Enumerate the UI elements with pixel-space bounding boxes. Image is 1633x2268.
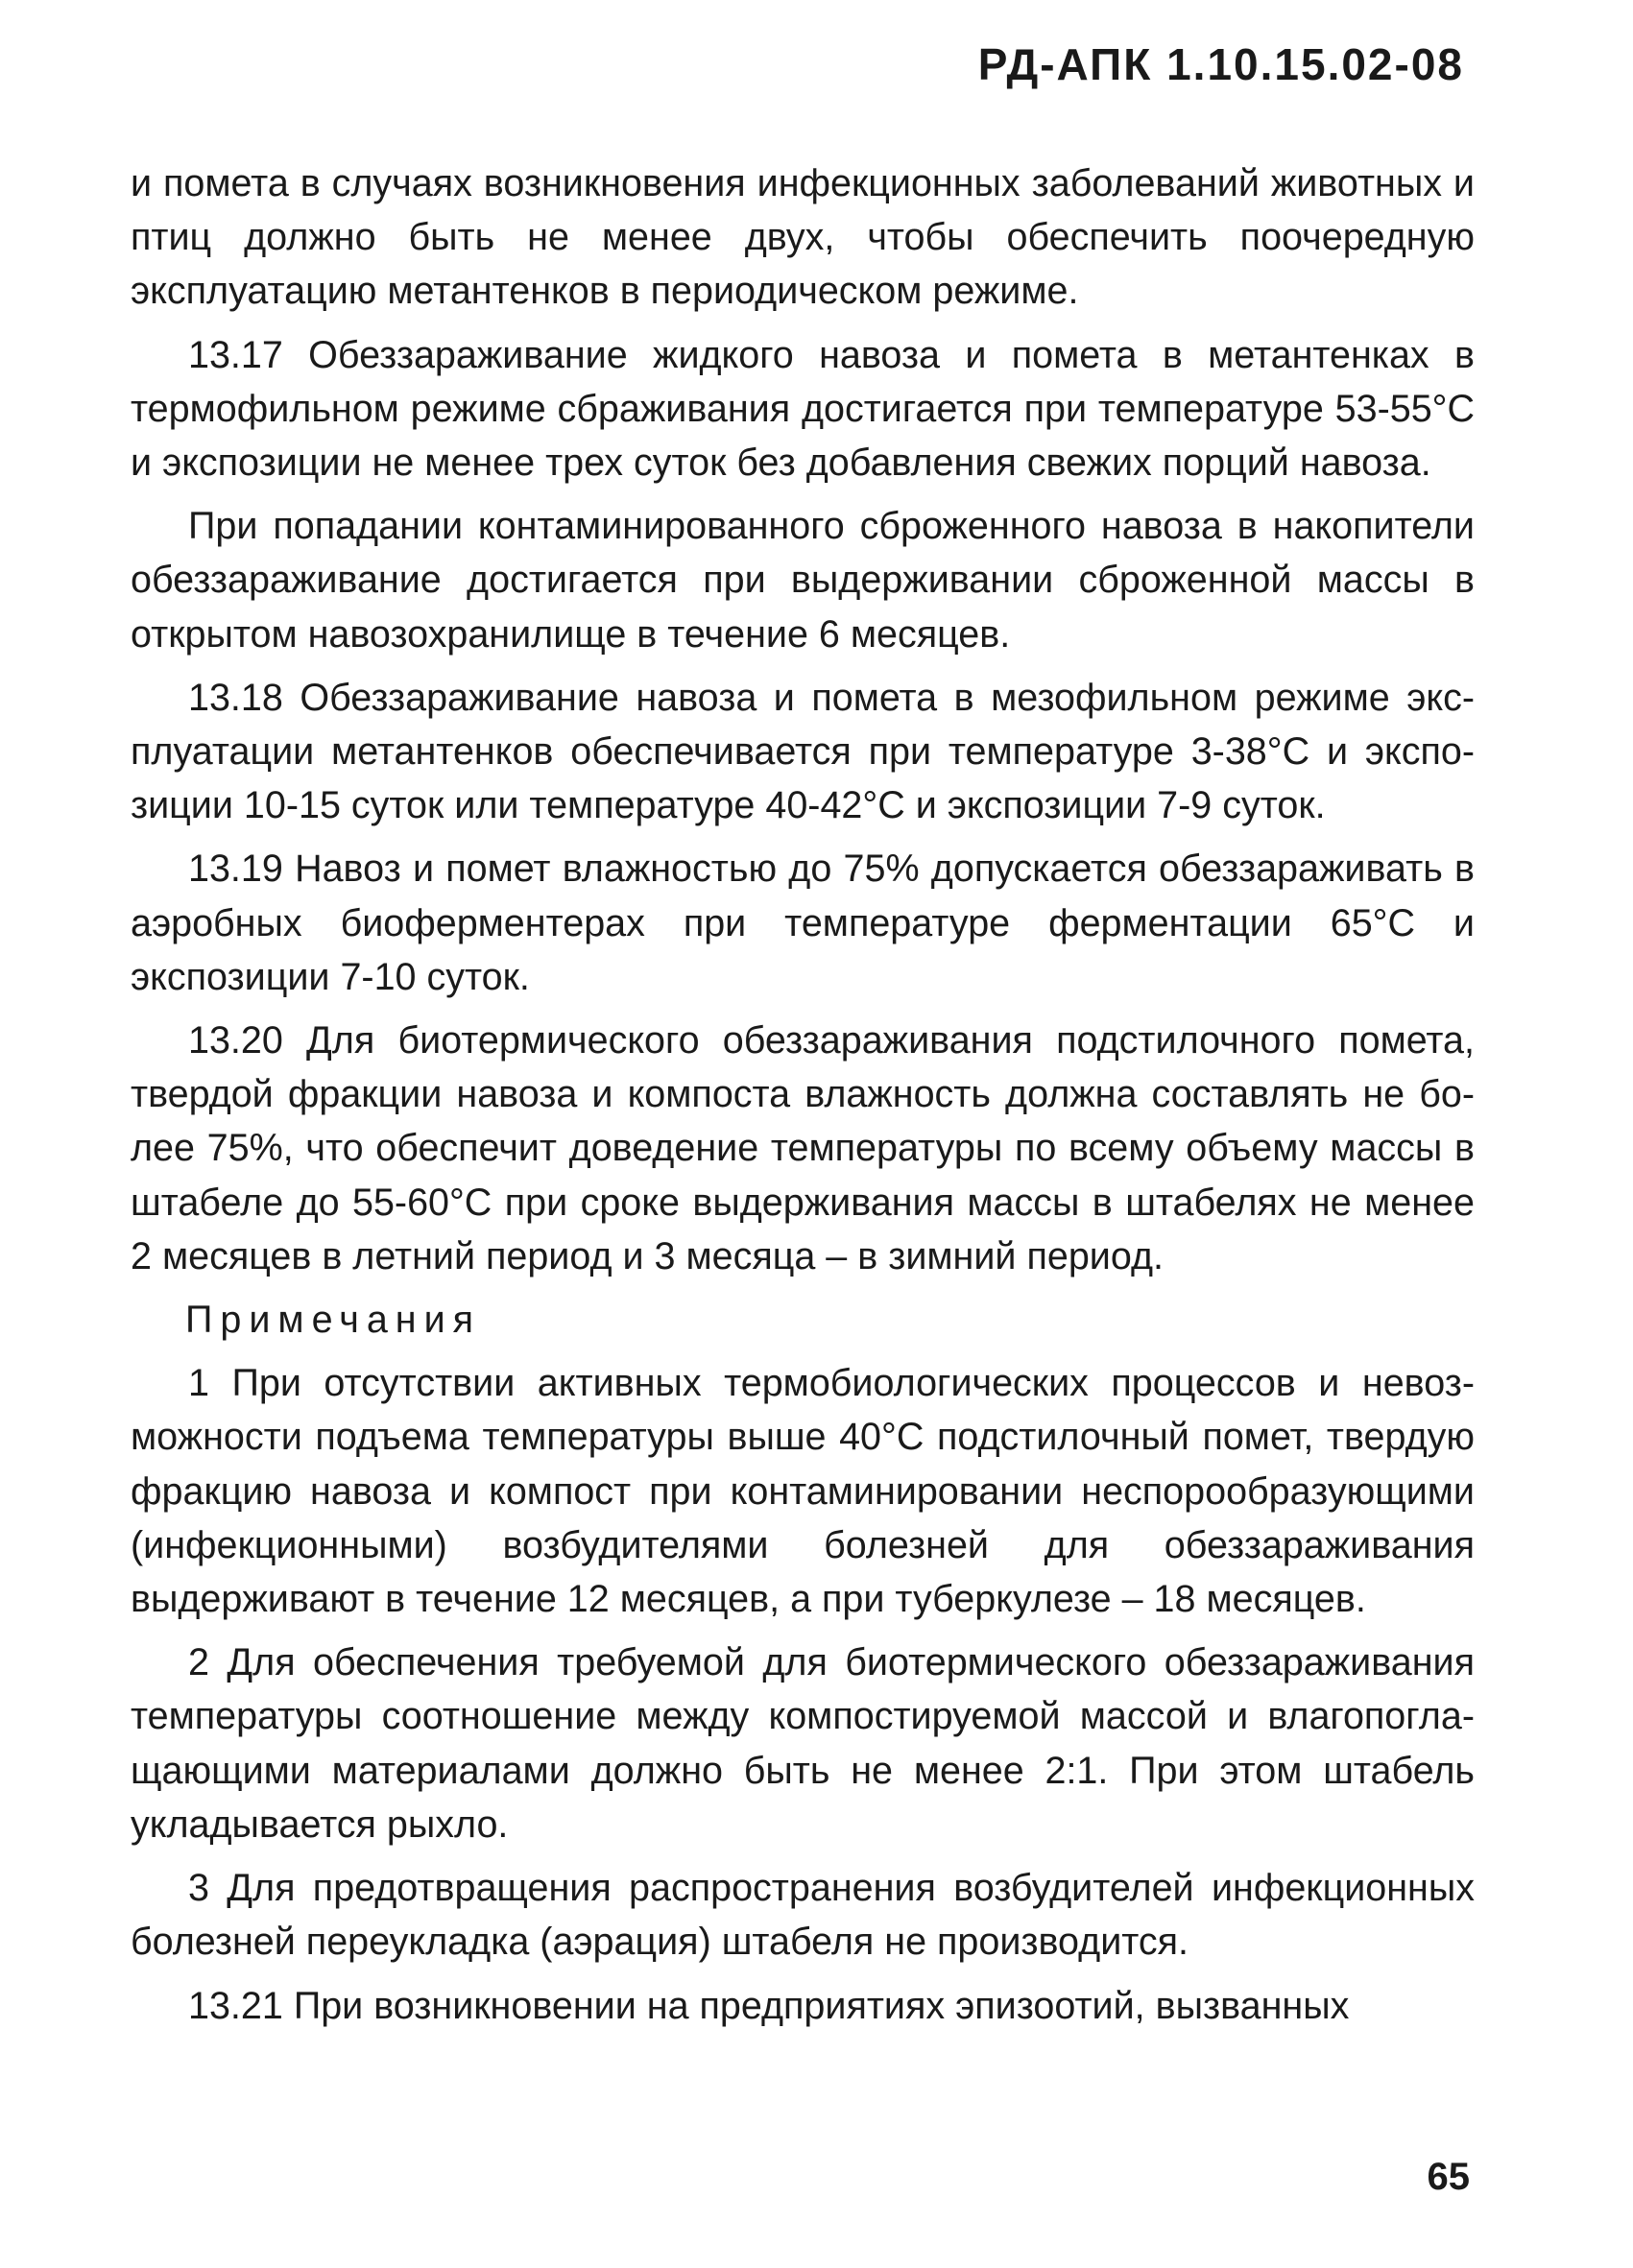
- body-text: [131, 156, 1475, 2042]
- page-number: 65: [1427, 2156, 1470, 2198]
- paragraph-13-17: 13.17 Обеззараживание жидкого навоза и помета в метантенках в термофильном режиме сбраживания достигается при температуре 53-55°С и экспозиции не менее трех суток без добавления свежих порций навоза.: [131, 333, 1475, 485]
- paragraph-13-18: 13.18 Обеззараживание навоза и помета в мезофильном режиме эксплуатации метантенков обеспечивается при температуре 3-38°С и экспозиции 10-15 суток или температуре 40-42°С и экспозиции 7-9 суток.: [131, 676, 1475, 827]
- note-item-2: 2 Для обеспечения требуемой для биотермического обеззараживания температуры соотношение между компостируемой массой и влагопоглащающими материалами должно быть не менее 2:1. При этом штабель укладывается рыхло.: [131, 1641, 1475, 1846]
- note-item-3: 3 Для предотвращения распространения возбудителей инфекционных болезней переукладка (аэрация) штабеля не производится.: [131, 1867, 1475, 1964]
- notes-heading: Примечания: [185, 1299, 482, 1342]
- paragraph-13-19: 13.19 Навоз и помет влажностью до 75% допускается обеззараживать в аэробных биоферментерах при температуре ферментации 65°С и экспозиции 7-10 суток.: [131, 848, 1475, 998]
- paragraph-continuation: и помета в случаях возникновения инфекционных заболеваний животных и птиц должно быть не менее двух, чтобы обеспечить поочередную эксплуатацию метантенков в периодическом режиме.: [131, 162, 1475, 313]
- paragraph-13-21: 13.21 При возникновении на предприятиях эпизоотий, вызванных: [188, 1984, 1350, 2027]
- paragraph-13-20: 13.20 Для биотермического обеззараживания подстилочного помета, твердой фракции навоза и компоста влажность должна составлять не более 75%, что обеспечит доведение температуры по всему объему массы в штабеле до 55-60°С при сроке выдерживания массы в штабелях не менее 2 месяцев в летний период и 3 месяца – в зимний период.: [131, 1019, 1475, 1277]
- document-code-header: РД-АПК 1.10.15.02-08: [977, 39, 1464, 89]
- paragraph-storage: При попадании контаминированного сброженного навоза в накопители обеззараживание достигается при выдерживании сброженной массы в открытом навозохранилище в течение 6 месяцев.: [131, 505, 1475, 656]
- note-item-1: 1 При отсутствии активных термобиологических процессов и невозможности подъема температуры выше 40°С подстилочный помет, твердую фракцию навоза и компост при контаминировании неспорообразующими (инфекционными) возбудителями болезней для обеззараживания выдерживают в течение 12 месяцев, а при туберкулезе – 18 месяцев.: [131, 1362, 1475, 1621]
